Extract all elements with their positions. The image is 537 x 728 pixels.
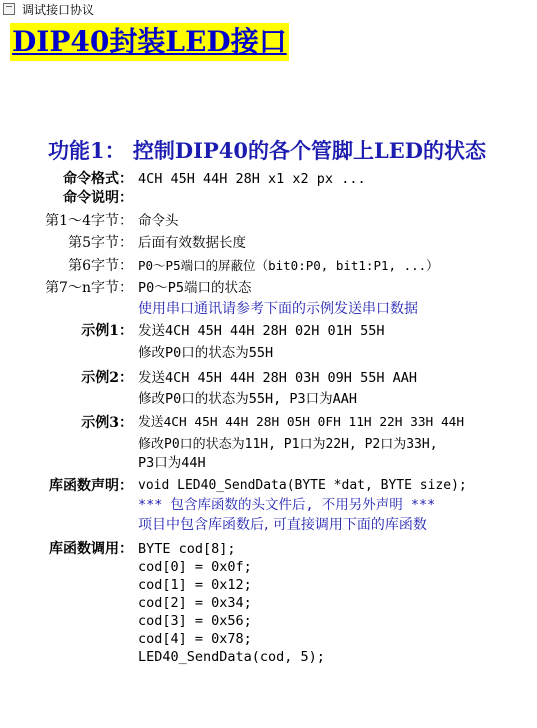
cmd-format-value: 4CH 45H 44H 28H x1 x2 px ... <box>138 171 366 187</box>
lib-decl-value: void LED40_SendData(BYTE *dat, BYTE size); <box>138 478 467 493</box>
byte5-value: 后面有效数据长度 <box>138 235 246 251</box>
example3-desc-line1: 修改P0口的状态为11H, P1口为22H, P2口为33H, <box>138 437 438 452</box>
code-line: cod[3] = 0x56; <box>138 613 252 629</box>
lib-decl-note1: *** 包含库函数的头文件后, 不用另外声明 *** <box>138 497 436 513</box>
code-line: LED40_SendData(cod, 5); <box>138 649 325 665</box>
byte5-label: 第5字节： <box>68 235 133 251</box>
window-app-icon <box>3 3 15 15</box>
example1-send: 发送4CH 45H 44H 28H 02H 01H 55H <box>138 323 385 339</box>
lib-call-label: 库函数调用： <box>49 541 133 557</box>
code-line: cod[4] = 0x78; <box>138 631 252 647</box>
code-line: cod[2] = 0x34; <box>138 595 252 611</box>
byte1-4-value: 命令头 <box>138 213 179 229</box>
cmd-desc-label: 命令说明： <box>63 190 133 206</box>
example3-desc-line2: P3口为44H <box>138 455 206 471</box>
byte7-n-label: 第7～n字节： <box>45 280 133 296</box>
page-banner-title: DIP40封装LED接口 <box>10 23 289 61</box>
example1-desc: 修改P0口的状态为55H <box>138 345 274 361</box>
example2-send: 发送4CH 45H 44H 28H 03H 09H 55H AAH <box>138 370 417 386</box>
example3-label: 示例3： <box>81 415 133 431</box>
example1-label: 示例1： <box>81 323 133 339</box>
example2-label: 示例2： <box>81 370 133 386</box>
byte1-4-label: 第1～4字节： <box>45 213 133 229</box>
lib-decl-label: 库函数声明： <box>49 478 133 494</box>
serial-note: 使用串口通讯请参考下面的示例发送串口数据 <box>138 301 418 317</box>
window-titlebar <box>0 0 537 20</box>
byte6-label: 第6字节： <box>68 258 133 274</box>
byte7-n-value: P0～P5端口的状态 <box>138 280 252 296</box>
code-line: cod[0] = 0x0f; <box>138 559 252 575</box>
example2-desc: 修改P0口的状态为55H, P3口为AAH <box>138 391 358 407</box>
lib-decl-note2: 项目中包含库函数后, 可直接调用下面的库函数 <box>138 517 427 533</box>
cmd-format-label: 命令格式： <box>63 171 133 187</box>
window-title: 调试接口协议 <box>22 3 95 17</box>
code-line: BYTE cod[8]; <box>138 541 236 557</box>
byte6-value: P0～P5端口的屏蔽位（bit0:P0, bit1:P1, ...） <box>138 258 439 273</box>
function-title: 功能1： 控制DIP40的各个管脚上LED的状态 <box>48 138 486 163</box>
example3-send: 发送4CH 45H 44H 28H 05H 0FH 11H 22H 33H 44H <box>138 415 465 430</box>
code-line: cod[1] = 0x12; <box>138 577 252 593</box>
